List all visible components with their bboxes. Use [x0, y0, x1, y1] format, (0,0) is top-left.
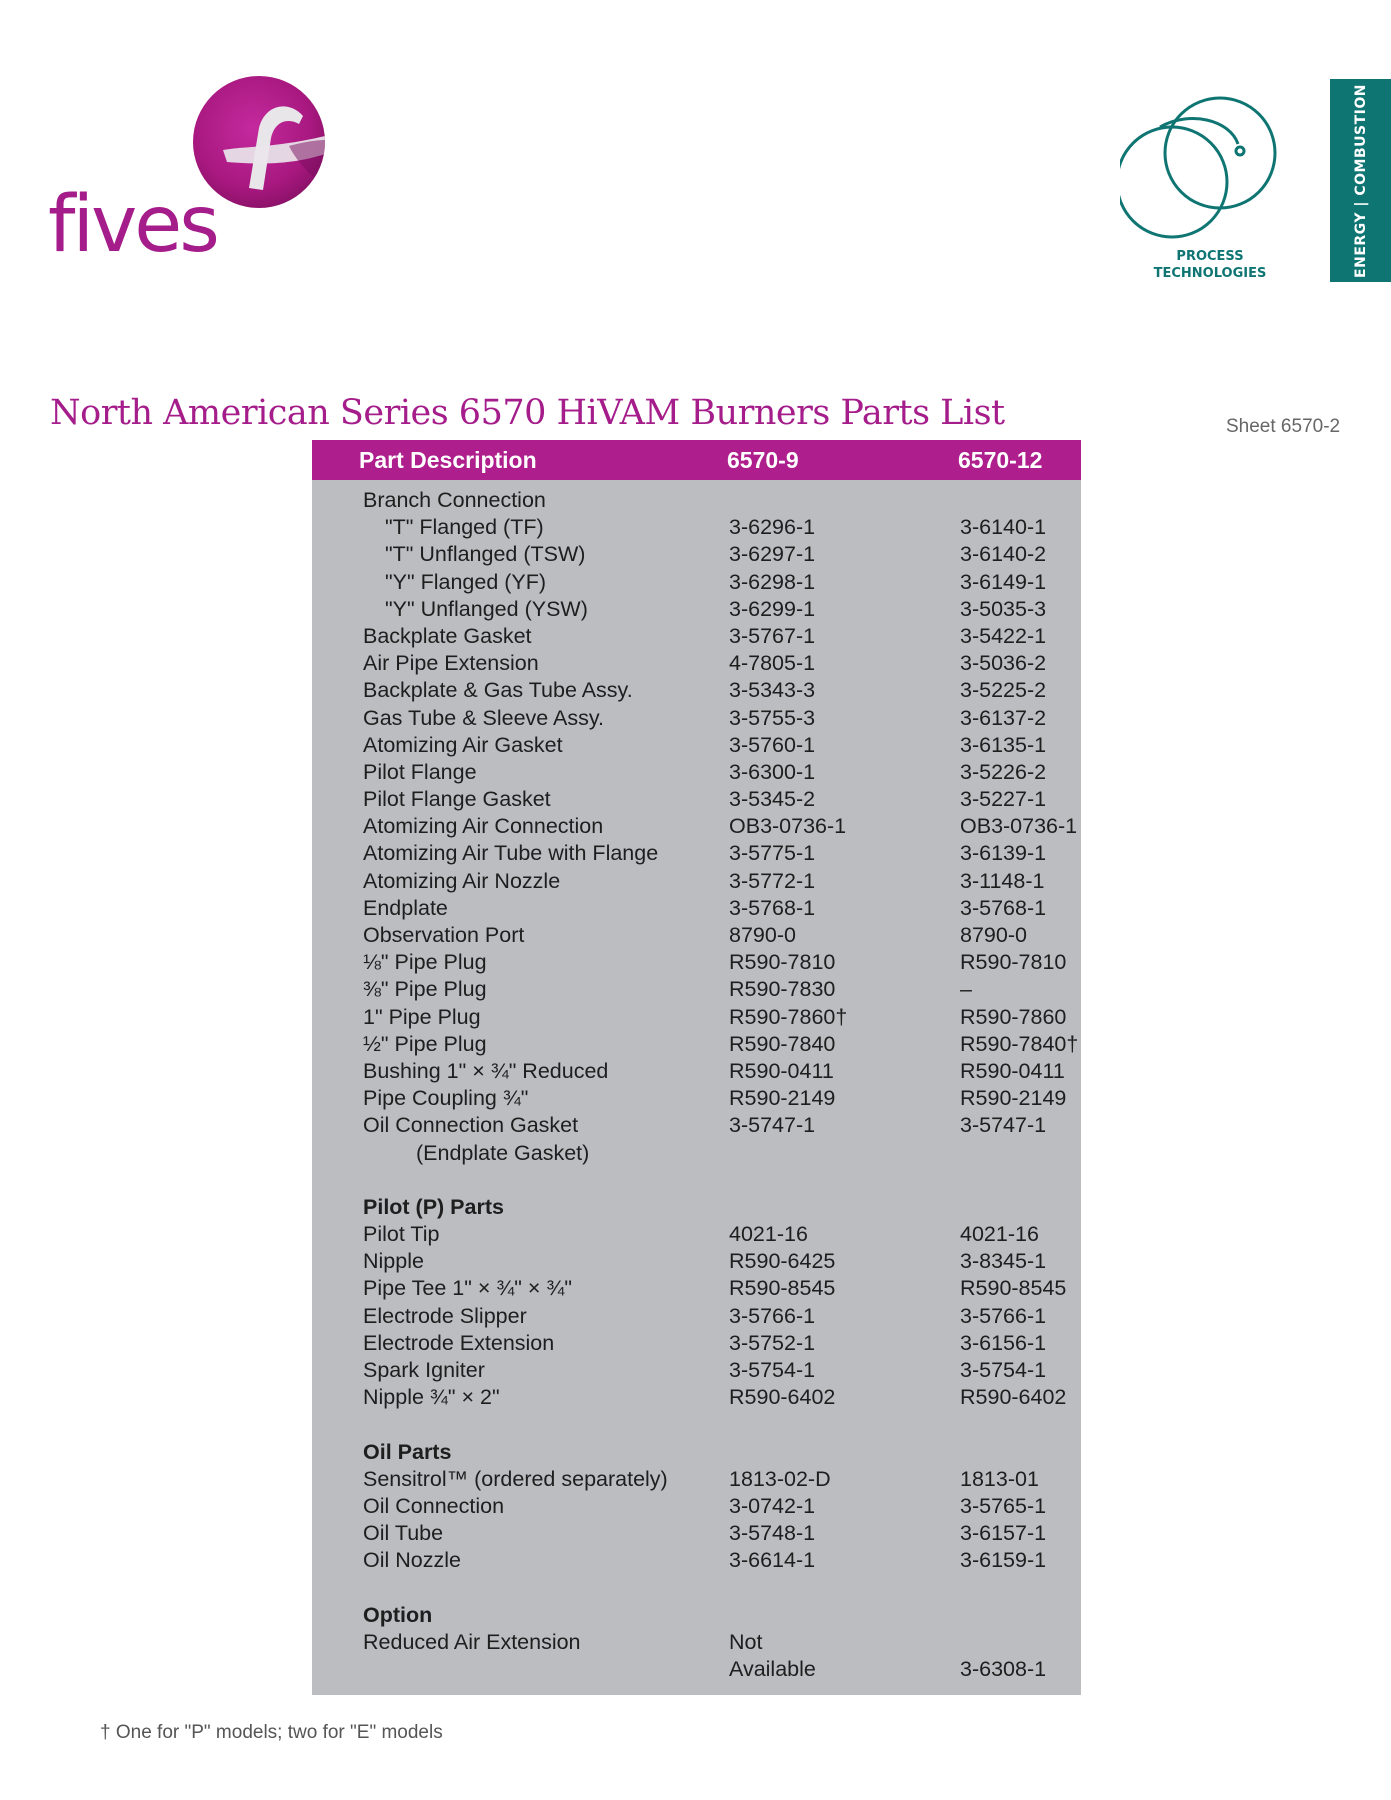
table-row [312, 1630, 1081, 1657]
part-description: ⅛" Pipe Plug [363, 950, 487, 975]
part-description: Gas Tube & Sleeve Assy. [363, 705, 605, 730]
table-row [312, 1331, 1081, 1358]
part-number-6570-9: 8790-0 [729, 923, 796, 947]
part-number-6570-12: R590-0411 [960, 1058, 1065, 1083]
table-row [312, 1113, 1081, 1140]
table-row [312, 1249, 1081, 1276]
section-header-row [312, 1440, 1081, 1467]
part-description: Pilot Flange Gasket [363, 787, 551, 812]
table-row [312, 1548, 1081, 1575]
part-number-6570-9: R590-2149 [729, 1086, 836, 1111]
overlapping-circles-icon [1120, 80, 1300, 240]
table-row [312, 869, 1081, 896]
process-technologies-logo [1120, 80, 1300, 290]
column-header-6570-12: 6570-12 [958, 447, 1043, 473]
part-description: Endplate [363, 895, 448, 920]
table-row [312, 1304, 1081, 1331]
spacer-row [312, 1576, 1081, 1603]
process-technologies-label: PROCESS TECHNOLOGIES [1153, 249, 1267, 281]
part-description: Observation Port [363, 923, 525, 947]
part-number-6570-9: 3-5747-1 [729, 1113, 816, 1138]
part-number-6570-9: 3-5345-2 [729, 787, 816, 812]
part-description: Atomizing Air Gasket [363, 732, 563, 757]
table-row [312, 597, 1081, 624]
table-row [312, 515, 1081, 542]
part-number-6570-9: R590-7840 [729, 1031, 836, 1056]
table-row [312, 651, 1081, 678]
part-description: Spark Igniter [363, 1358, 485, 1382]
table-row [312, 1494, 1081, 1521]
part-number-6570-12: 3-6159-1 [960, 1548, 1047, 1573]
part-number-6570-12: 3-5035-3 [960, 596, 1047, 621]
spacer-row [312, 1168, 1081, 1195]
part-number-6570-9: R590-6425 [729, 1249, 836, 1274]
part-number-6570-12: 3-5225-2 [960, 678, 1047, 703]
part-number-6570-9: 3-6297-1 [729, 542, 816, 567]
part-description: Nipple [363, 1249, 424, 1274]
part-number-6570-12: 3-8345-1 [960, 1249, 1047, 1274]
table-row [312, 733, 1081, 760]
table-row [312, 977, 1081, 1004]
part-description: Oil Connection [363, 1493, 505, 1518]
part-number-6570-9: 3-5768-1 [729, 895, 816, 920]
part-description: Pipe Tee 1" × ¾" × ¾" [363, 1276, 572, 1301]
table-row [312, 841, 1081, 868]
part-number-6570-12: R590-6402 [960, 1385, 1067, 1410]
part-number-6570-12: 3-6135-1 [960, 732, 1047, 757]
table-row [312, 1086, 1081, 1113]
part-number-6570-9: 4-7805-1 [729, 651, 816, 676]
part-number-6570-12: R590-7840† [960, 1031, 1079, 1056]
part-description: (Endplate Gasket) [416, 1140, 590, 1165]
table-row [312, 1521, 1081, 1548]
part-number-6570-12: R590-7860 [960, 1004, 1067, 1029]
part-description: Pilot (P) Parts [363, 1194, 504, 1219]
section-header-row [312, 1195, 1081, 1222]
part-description: Backplate & Gas Tube Assy. [363, 678, 633, 703]
part-description: Atomizing Air Connection [363, 814, 604, 839]
footnote: † One for "P" models; two for "E" models [100, 1722, 443, 1743]
part-number-6570-9: R590-7830 [729, 977, 836, 1002]
part-number-6570-9: 3-5772-1 [729, 868, 816, 893]
part-number-6570-9: Available [729, 1657, 816, 1682]
table-row [312, 706, 1081, 733]
part-number-6570-12: R590-7810 [960, 950, 1067, 975]
part-number-6570-9: 1813-02-D [729, 1466, 831, 1491]
part-number-6570-9: 3-0742-1 [729, 1493, 816, 1518]
part-number-6570-12: 3-6140-2 [960, 542, 1047, 567]
parts-table [312, 440, 1081, 1695]
part-number-6570-9: 3-6299-1 [729, 596, 816, 621]
part-number-6570-12: – [960, 977, 972, 1002]
part-number-6570-9: 3-5755-3 [729, 705, 816, 730]
part-description: Branch Connection [363, 488, 546, 512]
part-number-6570-9: R590-0411 [729, 1058, 834, 1083]
part-number-6570-12: 3-5422-1 [960, 623, 1047, 648]
part-number-6570-12: OB3-0736-1 [960, 814, 1078, 839]
part-number-6570-9: 3-6298-1 [729, 569, 816, 594]
fives-wordmark: fives [48, 180, 217, 270]
part-number-6570-12: 3-6156-1 [960, 1330, 1047, 1355]
part-number-6570-12: 3-5768-1 [960, 895, 1047, 920]
part-description: Oil Tube [363, 1521, 444, 1546]
part-number-6570-12: 3-5754-1 [960, 1358, 1047, 1382]
part-description: Air Pipe Extension [363, 651, 539, 676]
part-description: Nipple ¾" × 2" [363, 1385, 500, 1410]
column-header-description: Part Description [359, 447, 537, 473]
table-header [312, 440, 1081, 480]
table-row [312, 1059, 1081, 1086]
part-description: Electrode Extension [363, 1330, 555, 1355]
part-number-6570-12: 3-1148-1 [960, 868, 1045, 893]
part-number-6570-12: 3-5747-1 [960, 1113, 1047, 1138]
table-row [312, 570, 1081, 597]
part-number-6570-12: 3-6139-1 [960, 841, 1047, 866]
column-header-6570-9: 6570-9 [727, 447, 799, 473]
part-number-6570-9: OB3-0736-1 [729, 814, 847, 839]
part-number-6570-9: R590-7860† [729, 1004, 848, 1029]
part-description: Electrode Slipper [363, 1303, 527, 1328]
part-number-6570-12: 3-5765-1 [960, 1493, 1047, 1518]
table-row [312, 760, 1081, 787]
table-row [312, 624, 1081, 651]
part-number-6570-9: 3-6300-1 [729, 759, 816, 784]
table-row [312, 1385, 1081, 1412]
part-number-6570-9: 3-5775-1 [729, 841, 816, 866]
part-description: Atomizing Air Tube with Flange [363, 841, 659, 866]
part-description: Sensitrol™ (ordered separately) [363, 1466, 668, 1491]
part-number-6570-12: 3-6149-1 [960, 569, 1047, 594]
part-description: Oil Connection Gasket [363, 1113, 579, 1138]
part-description: "Y" Unflanged (YSW) [385, 596, 588, 621]
part-number-6570-9: R590-7810 [729, 950, 836, 975]
part-description: "Y" Flanged (YF) [385, 569, 547, 594]
table-row [312, 1276, 1081, 1303]
part-description: Oil Parts [363, 1439, 452, 1464]
part-number-6570-12: 1813-01 [960, 1466, 1039, 1491]
part-number-6570-9: Not [729, 1629, 763, 1654]
table-body [312, 488, 1081, 1684]
part-number-6570-9: 3-5748-1 [729, 1521, 816, 1546]
part-number-6570-9: 4021-16 [729, 1222, 808, 1247]
spacer-row [312, 1412, 1081, 1439]
part-number-6570-9: R590-6402 [729, 1385, 836, 1410]
part-number-6570-12: 3-5036-2 [960, 651, 1047, 676]
part-number-6570-12: 3-6157-1 [960, 1521, 1047, 1546]
sheet-number: Sheet 6570-2 [1226, 416, 1341, 437]
table-row [312, 1141, 1081, 1168]
fives-logo [48, 76, 338, 286]
table-row [312, 1358, 1081, 1385]
page-title: North American Series 6570 HiVAM Burners Parts List [50, 393, 1005, 434]
section-header-row [312, 1603, 1081, 1630]
part-description: Pilot Tip [363, 1222, 440, 1247]
part-number-6570-9: 3-6614-1 [729, 1548, 816, 1573]
part-number-6570-9: 3-5754-1 [729, 1358, 816, 1382]
part-number-6570-9: 3-5767-1 [729, 623, 816, 648]
table-row [312, 950, 1081, 977]
table-row [312, 1005, 1081, 1032]
table-row [312, 896, 1081, 923]
part-number-6570-12: 3-6308-1 [960, 1657, 1047, 1682]
part-description: "T" Unflanged (TSW) [385, 542, 586, 567]
energy-combustion-tab: ENERGY | COMBUSTION [1330, 79, 1391, 282]
part-number-6570-9: R590-8545 [729, 1276, 836, 1301]
part-number-6570-9: 3-5766-1 [729, 1303, 816, 1328]
table-row [312, 923, 1081, 950]
table-row [312, 1467, 1081, 1494]
part-description: Reduced Air Extension [363, 1629, 581, 1654]
part-number-6570-12: 3-5226-2 [960, 759, 1047, 784]
table-row [312, 787, 1081, 814]
part-number-6570-9: 3-5760-1 [729, 732, 816, 757]
table-row [312, 1657, 1081, 1684]
part-number-6570-9: 3-6296-1 [729, 515, 816, 540]
part-number-6570-12: 4021-16 [960, 1222, 1039, 1247]
table-row [312, 814, 1081, 841]
part-description: ½" Pipe Plug [363, 1031, 487, 1056]
table-row [312, 542, 1081, 569]
part-description: Option [363, 1602, 433, 1627]
part-number-6570-12: 3-5227-1 [960, 787, 1047, 812]
part-description: Pilot Flange [363, 759, 477, 784]
part-number-6570-12: 3-6137-2 [960, 705, 1047, 730]
table-row [312, 1222, 1081, 1249]
part-number-6570-9: 3-5752-1 [729, 1330, 816, 1355]
part-number-6570-12: 3-6140-1 [960, 515, 1047, 540]
part-description: Oil Nozzle [363, 1548, 461, 1573]
part-description: "T" Flanged (TF) [385, 515, 544, 540]
part-number-6570-12: 8790-0 [960, 923, 1027, 947]
part-number-6570-9: 3-5343-3 [729, 678, 816, 703]
part-description: Backplate Gasket [363, 623, 532, 648]
part-description: ⅜" Pipe Plug [363, 977, 487, 1002]
table-row [312, 678, 1081, 705]
part-number-6570-12: R590-2149 [960, 1086, 1067, 1111]
table-row [312, 1032, 1081, 1059]
part-description: Atomizing Air Nozzle [363, 868, 561, 893]
part-description: Pipe Coupling ¾" [363, 1086, 529, 1111]
part-number-6570-12: 3-5766-1 [960, 1303, 1047, 1328]
part-description: Bushing 1" × ¾" Reduced [363, 1058, 609, 1083]
part-description: 1" Pipe Plug [363, 1004, 481, 1029]
part-number-6570-12: R590-8545 [960, 1276, 1067, 1301]
table-row [312, 488, 1081, 515]
